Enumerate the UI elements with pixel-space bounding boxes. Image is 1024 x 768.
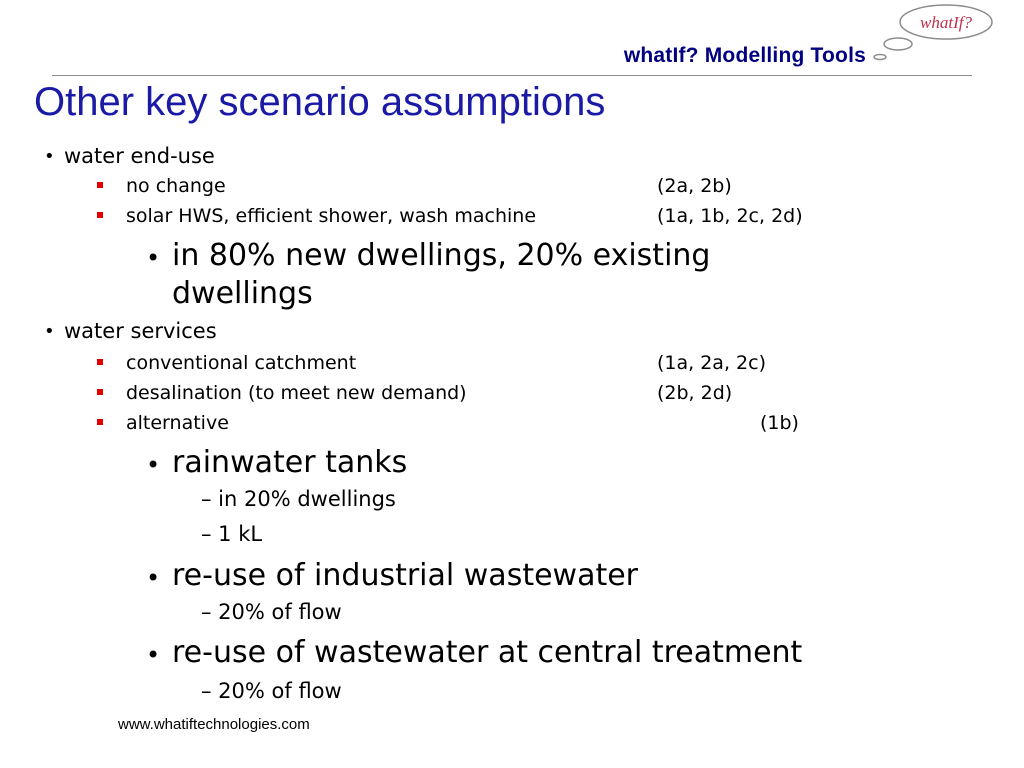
bullet-dot: • [44, 321, 55, 342]
bullet-square [97, 182, 103, 188]
header-title: whatIf? Modelling Tools [623, 44, 866, 67]
logo-bubble-small [874, 55, 886, 60]
rainwater-dwellings: – in 20% dwellings [201, 487, 396, 511]
bullet-dot: • [146, 451, 161, 479]
desalination-text: desalination (to meet new demand) [126, 382, 467, 404]
rainwater-size: – 1 kL [201, 522, 263, 546]
rainwater-label: rainwater tanks [172, 445, 408, 480]
no-change-text: no change [126, 175, 226, 197]
central-flow: – 20% of flow [201, 679, 342, 703]
bullet-square [97, 359, 103, 365]
header-divider [52, 75, 972, 76]
bullet-dot: • [146, 244, 161, 272]
slide-title: Other key scenario assumptions [34, 80, 606, 124]
solar-ref: (1a, 1b, 2c, 2d) [657, 205, 803, 227]
logo-bubble-large [884, 38, 912, 50]
new-dwellings-line1: in 80% new dwellings, 20% existing [172, 238, 711, 273]
logo-text: whatIf? [920, 13, 972, 32]
bullet-square [97, 212, 103, 218]
new-dwellings-line2: dwellings [172, 276, 313, 311]
whatif-logo [868, 2, 998, 66]
catchment-ref: (1a, 2a, 2c) [657, 352, 766, 374]
desalination-ref: (2b, 2d) [657, 382, 733, 404]
bullet-dot: • [44, 146, 55, 167]
water-services-label: water services [64, 319, 217, 343]
central-label: re-use of wastewater at central treatment [172, 635, 803, 670]
alternative-ref: (1b) [760, 412, 799, 434]
bullet-square [97, 389, 103, 395]
water-end-use-label: water end-use [64, 144, 215, 168]
industrial-label: re-use of industrial wastewater [172, 558, 639, 593]
footer-url[interactable]: www.whatiftechnologies.com [118, 716, 310, 733]
industrial-flow: – 20% of flow [201, 600, 342, 624]
solar-text: solar HWS, efficient shower, wash machine [126, 205, 537, 227]
bullet-square [97, 419, 103, 425]
no-change-ref: (2a, 2b) [657, 175, 732, 197]
bullet-dot: • [146, 564, 161, 592]
catchment-text: conventional catchment [126, 352, 357, 374]
alternative-text: alternative [126, 412, 229, 434]
bullet-dot: • [146, 641, 161, 669]
